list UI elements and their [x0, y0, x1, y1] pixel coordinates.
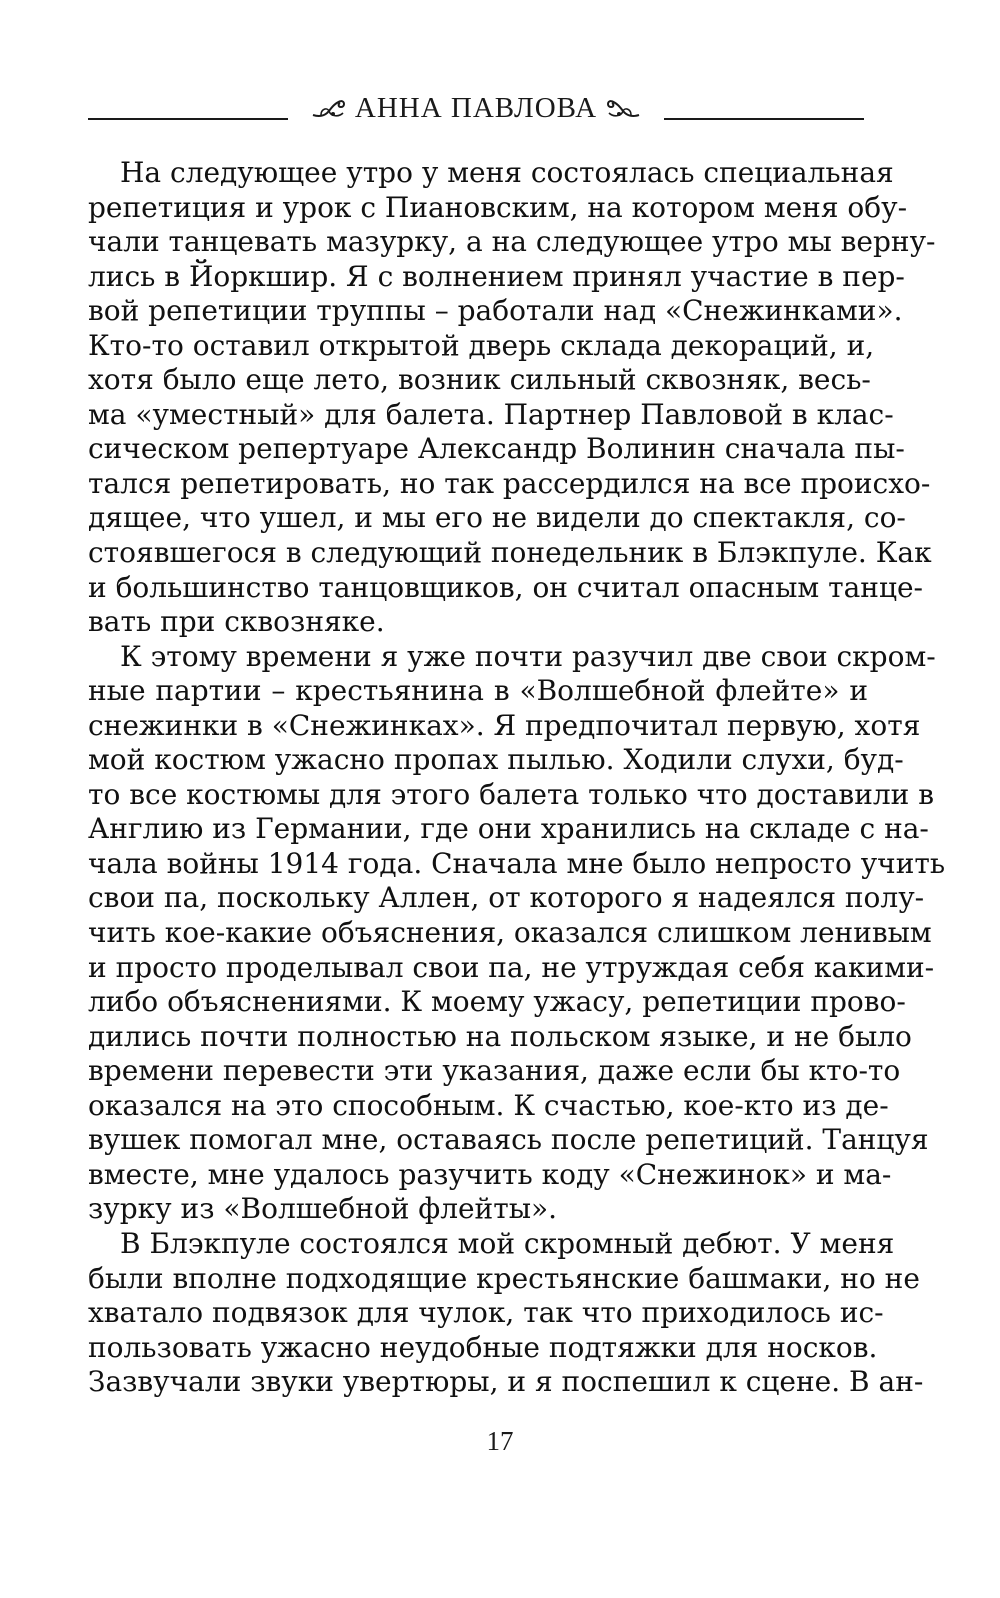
text-line: времени перевести эти указания, даже если бы кто-то — [88, 1054, 901, 1088]
body-text — [88, 156, 946, 1400]
text-line: мой костюм ужасно пропах пылью. Ходили слухи, буд- — [88, 743, 904, 777]
header-center — [288, 88, 664, 128]
text-line: дящее, что ушел, и мы его не видели до спектакля, со- — [88, 501, 906, 535]
text-line: чить кое-какие объяснения, оказался слишком ленивым — [88, 916, 932, 950]
text-line: вушек помогал мне, оставаясь после репетиций. Танцуя — [88, 1123, 929, 1157]
text-line: чала войны 1914 года. Сначала мне было непросто учить — [88, 846, 946, 880]
text-line: вать при сквозняке. — [88, 605, 385, 639]
text-line: репетиция и урок с Пиановским, на котором меня обу- — [88, 190, 908, 224]
text-line: сическом репертуаре Александр Волинин сначала пы- — [88, 432, 905, 466]
text-line: вместе, мне удалось разучить коду «Снежинок» и ма- — [88, 1157, 892, 1191]
text-line: стоявшегося в следующий понедельник в Блэкпуле. Как — [88, 536, 932, 570]
text-line: Зазвучали звуки увертюры, и я поспешил к сцене. В ан- — [88, 1365, 924, 1399]
page-number: 17 — [486, 1426, 514, 1456]
text-line: то все костюмы для этого балета только что доставили в — [88, 777, 934, 811]
header-title: АННА ПАВЛОВА — [354, 91, 598, 124]
text-line: тался репетировать, но так рассердился на все происхо- — [88, 466, 931, 500]
text-line: К этому времени я уже почти разучил две свои скром- — [120, 639, 936, 673]
left-ornament-icon — [311, 95, 347, 121]
text-line: свои па, поскольку Аллен, от которого я надеялся полу- — [88, 881, 925, 915]
text-line: пользовать ужасно неудобные подтяжки для носков. — [88, 1330, 878, 1364]
running-header — [88, 88, 864, 128]
text-line: либо объяснениями. К моему ужасу, репетиции прово- — [88, 985, 906, 1019]
text-line: оказался на это способным. К счастью, кое-кто из де- — [88, 1088, 889, 1122]
right-ornament-icon — [605, 95, 641, 121]
header-rule-right — [664, 118, 864, 120]
text-line: зурку из «Волшебной флейты». — [88, 1192, 558, 1226]
text-line: и большинство танцовщиков, он считал опасным танце- — [88, 570, 923, 604]
text-line: Англию из Германии, где они хранились на складе с на- — [88, 812, 929, 846]
text-line: были вполне подходящие крестьянские башмаки, но не — [88, 1261, 920, 1295]
text-line: ма «уместный» для балета. Партнер Павловой в клас- — [88, 397, 894, 431]
text-line: хотя было еще лето, возник сильный сквозняк, весь- — [88, 363, 871, 397]
text-line: чали танцевать мазурку, а на следующее утро мы верну- — [88, 225, 936, 259]
text-line: В Блэкпуле состоялся мой скромный дебют. У меня — [120, 1226, 895, 1260]
text-line: Кто-то оставил открытой дверь склада декораций, и, — [88, 328, 875, 362]
text-line: и просто проделывал свои па, не утруждая себя какими- — [88, 950, 935, 984]
text-line: дились почти полностью на польском языке, и не было — [88, 1019, 912, 1053]
text-line: ные партии – крестьянина в «Волшебной флейте» и — [88, 674, 868, 708]
text-line: На следующее утро у меня состоялась специальная — [120, 156, 894, 189]
text-line: вой репетиции труппы – работали над «Снежинками». — [88, 294, 903, 328]
text-line: хватало подвязок для чулок, так что приходилось ис- — [88, 1296, 884, 1330]
text-line: лись в Йоркшир. Я с волнением принял участие в пер- — [88, 259, 905, 293]
header-rule-left — [88, 118, 288, 120]
text-line: снежинки в «Снежинках». Я предпочитал первую, хотя — [88, 708, 921, 742]
